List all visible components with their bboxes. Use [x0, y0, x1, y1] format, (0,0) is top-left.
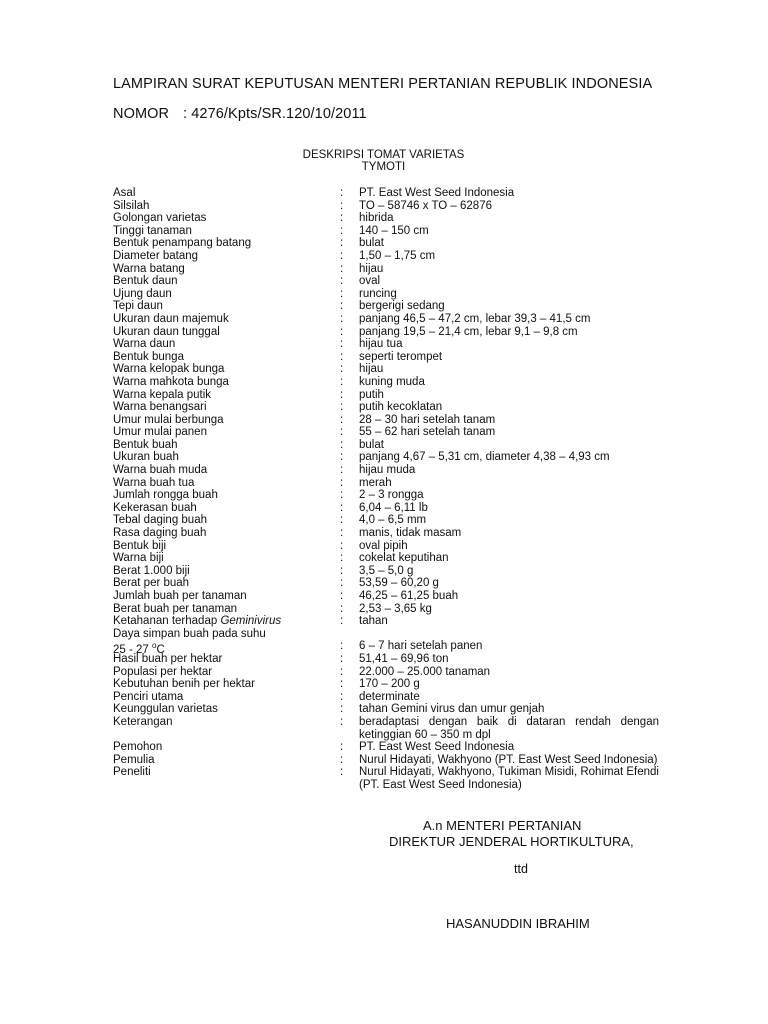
row-label: Bentuk penampang batang: [113, 237, 252, 250]
row-value: 1,50 – 1,75 cm: [359, 249, 436, 262]
decree-heading: LAMPIRAN SURAT KEPUTUSAN MENTERI PERTANIAN REPUBLIK INDONESIA: [113, 76, 653, 92]
row-colon: :: [340, 741, 344, 754]
row-value: Nurul Hidayati, Wakhyono (PT. East West Seed Indonesia): [359, 753, 658, 766]
row-colon: :: [340, 338, 344, 351]
row-colon: :: [340, 438, 344, 451]
row-label: Warna benangsari: [113, 401, 207, 414]
description-row: [113, 414, 673, 427]
row-value: 3,5 – 5,0 g: [359, 564, 414, 577]
row-colon: :: [340, 489, 344, 502]
row-label: Keunggulan varietas: [113, 703, 218, 716]
description-row: [113, 451, 673, 464]
row-colon: :: [340, 451, 344, 464]
row-value: 6,04 – 6,11 lb: [359, 501, 428, 514]
row-value: kuning muda: [359, 375, 425, 388]
row-colon: :: [340, 224, 344, 237]
row-label: Ukuran daun majemuk: [113, 312, 229, 325]
description-row: [113, 540, 673, 553]
row-label: Warna mahkota bunga: [113, 375, 229, 388]
row-colon: :: [340, 287, 344, 300]
row-value: merah: [359, 476, 392, 489]
row-value: hijau: [359, 363, 384, 376]
row-label: Kebutuhan benih per hektar: [113, 678, 255, 691]
row-label: Umur mulai berbunga: [113, 413, 224, 426]
description-row: [113, 237, 673, 250]
row-colon: :: [340, 577, 344, 590]
row-value: 53,59 – 60,20 g: [359, 577, 439, 590]
row-value: hijau tua: [359, 338, 403, 351]
row-colon: :: [340, 640, 344, 653]
row-colon: :: [340, 350, 344, 363]
row-colon: :: [340, 476, 344, 489]
row-label: Pemulia: [113, 753, 155, 766]
description-row: [113, 376, 673, 389]
row-colon: :: [340, 212, 344, 225]
row-label: Golongan varietas: [113, 212, 207, 225]
row-value: 51,41 – 69,96 ton: [359, 652, 449, 665]
row-colon: :: [340, 363, 344, 376]
row-value: bergerigi sedang: [359, 300, 445, 313]
signature-on-behalf: A.n MENTERI PERTANIAN: [423, 818, 582, 833]
row-value: 55 – 62 hari setelah tanam: [359, 426, 496, 439]
row-colon: :: [340, 300, 344, 313]
description-row: [113, 615, 673, 628]
description-row: [113, 552, 673, 565]
row-colon: :: [340, 514, 344, 527]
row-colon: :: [340, 652, 344, 665]
row-label: Warna kelopak bunga: [113, 363, 225, 376]
row-colon: :: [340, 501, 344, 514]
row-colon: :: [340, 237, 344, 250]
description-row: [113, 590, 673, 603]
row-value: runcing: [359, 287, 397, 300]
row-colon: :: [340, 527, 344, 540]
row-colon: :: [340, 375, 344, 388]
row-value: 170 – 200 g: [359, 678, 420, 691]
row-label: Umur mulai panen: [113, 426, 207, 439]
row-label: Pemohon: [113, 741, 163, 754]
row-colon: :: [340, 615, 344, 628]
row-value: 140 – 150 cm: [359, 224, 429, 237]
description-row: [113, 477, 673, 490]
row-label: Silsilah: [113, 199, 150, 212]
description-row: [113, 741, 673, 754]
row-value: PT. East West Seed Indonesia: [359, 741, 515, 754]
description-row: [113, 666, 673, 679]
row-value: oval pipih: [359, 539, 408, 552]
description-row: [113, 502, 673, 515]
description-row: [113, 640, 673, 657]
row-colon: :: [340, 413, 344, 426]
row-value: 28 – 30 hari setelah tanam: [359, 413, 496, 426]
description-row: [113, 577, 673, 590]
row-colon: :: [340, 602, 344, 615]
row-value: tahan Gemini virus dan umur genjah: [359, 703, 545, 716]
description-title: DESKRIPSI TOMAT VARIETAS: [302, 149, 465, 161]
row-value: 6 – 7 hari setelah panen: [359, 640, 483, 653]
row-value: 2 – 3 rongga: [359, 489, 424, 502]
row-label: Berat buah per tanaman: [113, 602, 238, 615]
description-row: [113, 565, 673, 578]
row-label: Warna buah muda: [113, 464, 208, 477]
row-value: putih kecoklatan: [359, 401, 443, 414]
row-colon: :: [340, 564, 344, 577]
row-label: Jumlah buah per tanaman: [113, 590, 247, 602]
row-colon: :: [340, 552, 344, 565]
row-value: Nurul Hidayati, Wakhyono, Tukiman Misidi, Rohimat Efendi (PT. East West Seed Indonesia): [359, 766, 659, 791]
row-label: Hasil buah per hektar: [113, 652, 223, 665]
row-colon: :: [340, 715, 344, 728]
row-label: Warna biji: [113, 552, 164, 565]
row-colon: :: [340, 539, 344, 552]
row-label: Bentuk biji: [113, 539, 167, 552]
row-value: [359, 628, 659, 641]
signature-position: DIREKTUR JENDERAL HORTIKULTURA,: [389, 834, 634, 849]
description-row: [113, 653, 673, 666]
row-value: 46,25 – 61,25 buah: [359, 590, 459, 602]
row-label: Bentuk daun: [113, 275, 178, 288]
row-label: Kekerasan buah: [113, 501, 197, 514]
decree-number-value: : 4276/Kpts/SR.120/10/2011: [183, 106, 367, 122]
row-label: Warna buah tua: [113, 476, 195, 489]
description-row: [113, 426, 673, 439]
description-row: [113, 389, 673, 402]
row-label: Keterangan: [113, 715, 173, 728]
row-colon: :: [340, 325, 344, 338]
row-colon: :: [340, 766, 344, 779]
row-colon: :: [340, 665, 344, 678]
description-table: [113, 187, 673, 792]
row-label: Asal: [113, 187, 136, 199]
description-row: [113, 275, 673, 288]
row-colon: :: [340, 275, 344, 288]
row-value: hijau muda: [359, 464, 416, 477]
description-row: [113, 313, 673, 326]
signatory-name: HASANUDDIN IBRAHIM: [446, 916, 590, 931]
row-colon: :: [340, 464, 344, 477]
row-value: hijau: [359, 262, 384, 275]
row-label: 25 - 27 $^o$C: [113, 641, 165, 657]
row-label: Tepi daun: [113, 300, 163, 313]
row-label: Tinggi tanaman: [113, 224, 192, 237]
description-row: [113, 225, 673, 238]
row-colon: :: [340, 249, 344, 262]
row-colon: :: [340, 703, 344, 716]
row-value: hibrida: [359, 212, 394, 225]
row-colon: :: [340, 753, 344, 766]
description-row: [113, 363, 673, 376]
row-value: bulat: [359, 237, 384, 250]
row-label: Bentuk bunga: [113, 350, 184, 363]
row-label: Ukuran buah: [113, 451, 179, 464]
row-colon: :: [340, 590, 344, 602]
row-value: oval: [359, 275, 381, 288]
row-value: 4,0 – 6,5 mm: [359, 514, 427, 527]
row-value: beradaptasi dengan baik di dataran rendah dengan ketinggian 60 – 350 m dpl: [359, 715, 659, 741]
row-colon: :: [340, 187, 344, 199]
row-label: Peneliti: [113, 766, 151, 779]
decree-number: [113, 106, 367, 122]
description-row: [113, 212, 673, 225]
row-label: Tebal daging buah: [113, 514, 207, 527]
description-row: [113, 326, 673, 339]
row-label: Rasa daging buah: [113, 527, 207, 540]
row-value: panjang 46,5 – 47,2 cm, lebar 39,3 – 41,5 cm: [359, 312, 591, 325]
row-value: PT. East West Seed Indonesia: [359, 187, 515, 199]
description-row: [113, 754, 673, 767]
row-colon: :: [340, 312, 344, 325]
row-colon: :: [340, 199, 344, 212]
row-colon: :: [340, 388, 344, 401]
decree-number-label: NOMOR: [113, 106, 170, 122]
row-value: determinate: [359, 690, 420, 703]
description-row: [113, 401, 673, 414]
description-row: [113, 678, 673, 691]
row-label: Ujung daun: [113, 287, 172, 300]
row-colon: :: [340, 690, 344, 703]
row-colon: :: [340, 426, 344, 439]
description-row: [113, 338, 673, 351]
row-value: panjang 4,67 – 5,31 cm, diameter 4,38 – 4,93 cm: [359, 451, 610, 464]
description-row: [113, 300, 673, 313]
row-value: 22.000 – 25.000 tanaman: [359, 665, 491, 678]
row-label: Penciri utama: [113, 690, 184, 703]
row-label: Warna batang: [113, 262, 185, 275]
description-row: [113, 464, 673, 477]
row-value: 2,53 – 3,65 kg: [359, 602, 432, 615]
row-label: Bentuk buah: [113, 438, 178, 451]
row-value: cokelat keputihan: [359, 552, 449, 565]
description-row: [113, 514, 673, 527]
description-row: [113, 263, 673, 276]
row-label: Warna kepala putik: [113, 388, 212, 401]
row-colon: :: [340, 678, 344, 691]
description-row: [113, 716, 673, 741]
description-row: [113, 603, 673, 616]
description-row: [113, 628, 673, 641]
description-row: [113, 439, 673, 452]
row-label: Ukuran daun tunggal: [113, 325, 220, 338]
row-colon: :: [340, 401, 344, 414]
row-value: panjang 19,5 – 21,4 cm, lebar 9,1 – 9,8 cm: [359, 325, 578, 338]
row-label: Berat per buah: [113, 577, 190, 590]
description-row: [113, 691, 673, 704]
row-value: seperti terompet: [359, 350, 443, 363]
row-label: Ketahanan terhadap Geminivirus: [113, 615, 282, 628]
row-label: Berat 1.000 biji: [113, 564, 190, 577]
row-label: Warna daun: [113, 338, 176, 351]
description-row: [113, 250, 673, 263]
description-row: [113, 351, 673, 364]
row-value: TO – 58746 x TO – 62876: [359, 199, 492, 212]
description-row: [113, 187, 673, 200]
description-row: [113, 489, 673, 502]
row-colon: :: [340, 262, 344, 275]
description-row: [113, 766, 673, 791]
row-value: bulat: [359, 438, 384, 451]
row-label: Daya simpan buah pada suhu: [113, 627, 266, 640]
row-value: putih: [359, 388, 384, 401]
row-label: Diameter batang: [113, 249, 199, 262]
signature-ttd: ttd: [514, 862, 528, 876]
row-value: tahan: [359, 615, 388, 628]
row-value: manis, tidak masam: [359, 527, 462, 540]
variety-name: TYMOTI: [361, 161, 406, 173]
description-row: [113, 200, 673, 213]
row-label: Populasi per hektar: [113, 665, 213, 678]
description-row: [113, 527, 673, 540]
description-row: [113, 703, 673, 716]
row-label: Jumlah rongga buah: [113, 489, 218, 502]
description-row: [113, 288, 673, 301]
